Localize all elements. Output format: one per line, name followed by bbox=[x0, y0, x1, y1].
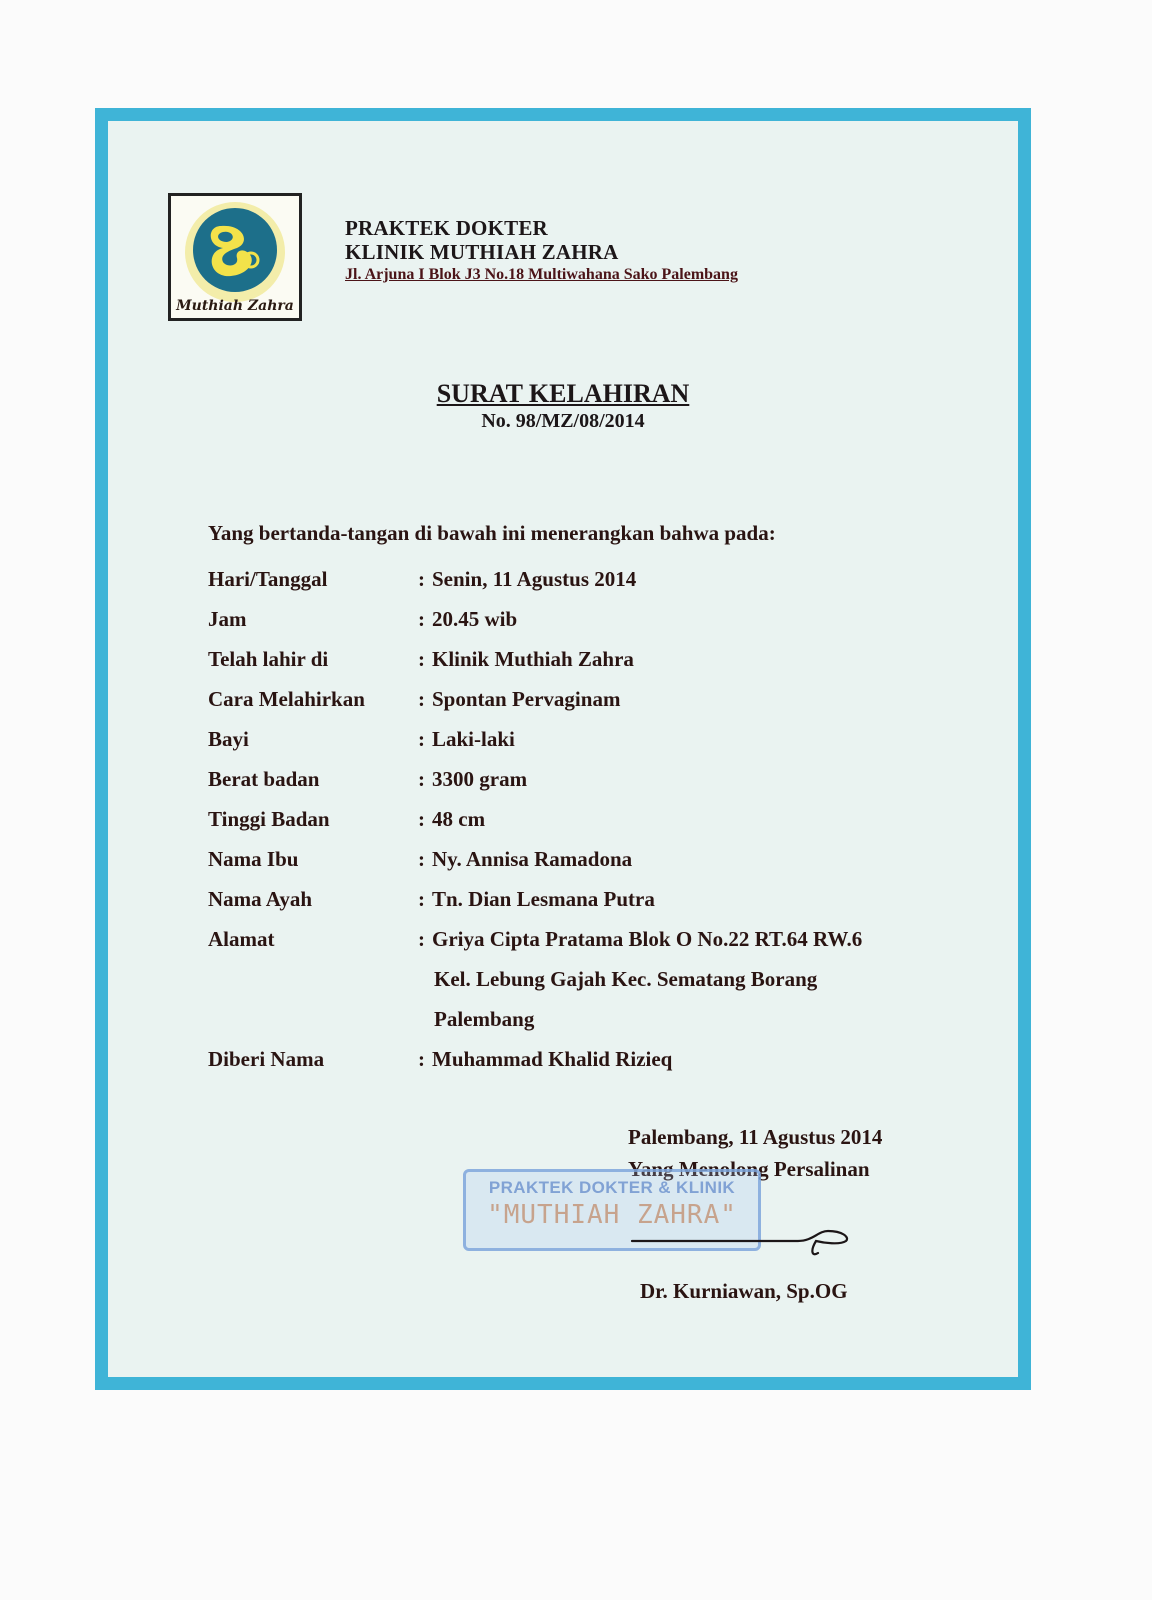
field-label: Tinggi Badan bbox=[208, 807, 330, 831]
field-colon: : bbox=[418, 727, 425, 751]
field-label: Telah lahir di bbox=[208, 647, 329, 671]
signature-role: Yang Menolong Persalinan bbox=[628, 1157, 870, 1181]
field-colon: : bbox=[418, 807, 425, 831]
field-value: Muhammad Khalid Rizieq bbox=[432, 1047, 673, 1071]
field-row-given-name bbox=[208, 1039, 948, 1079]
address-line: Griya Cipta Pratama Blok O No.22 RT.64 RW.6 bbox=[432, 927, 863, 951]
field-value: Laki-laki bbox=[432, 727, 515, 751]
field-label: Jam bbox=[208, 607, 247, 631]
field-colon: : bbox=[418, 567, 425, 591]
field-colon: : bbox=[418, 887, 425, 911]
field-colon: : bbox=[418, 687, 425, 711]
field-value: Ny. Annisa Ramadona bbox=[432, 847, 633, 871]
field-value: 20.45 wib bbox=[432, 607, 518, 631]
field-label: Cara Melahirkan bbox=[208, 687, 365, 711]
intro-text: Yang bertanda-tangan di bawah ini menerangkan bahwa pada: bbox=[208, 521, 776, 545]
field-value: Spontan Pervaginam bbox=[432, 687, 621, 711]
field-row-height bbox=[208, 799, 948, 839]
field-value: Klinik Muthiah Zahra bbox=[432, 647, 634, 671]
birth-details bbox=[208, 559, 948, 1079]
clinic-logo bbox=[168, 193, 302, 321]
field-row-weight bbox=[208, 759, 948, 799]
field-value: 3300 gram bbox=[432, 767, 528, 791]
stamp-line1: PRAKTEK DOKTER & KLINIK bbox=[488, 1178, 736, 1197]
field-label: Nama Ayah bbox=[208, 887, 313, 911]
field-row-address bbox=[208, 919, 948, 1039]
clinic-address: Jl. Arjuna I Blok J3 No.18 Multiwahana Sako Palembang bbox=[345, 266, 738, 283]
field-value: Senin, 11 Agustus 2014 bbox=[432, 567, 637, 591]
field-row-time bbox=[208, 599, 948, 639]
field-label: Nama Ibu bbox=[208, 847, 299, 871]
field-colon: : bbox=[418, 767, 425, 791]
field-colon: : bbox=[418, 847, 425, 871]
clinic-name-line1: PRAKTEK DOKTER bbox=[345, 216, 548, 240]
logo-text: Muthiah Zahra bbox=[176, 298, 294, 314]
field-label: Bayi bbox=[208, 727, 249, 751]
doctor-name: Dr. Kurniawan, Sp.OG bbox=[640, 1279, 848, 1303]
birth-certificate-page bbox=[95, 108, 1031, 1390]
field-row-mother-name bbox=[208, 839, 948, 879]
clinic-name-line2: KLINIK MUTHIAH ZAHRA bbox=[345, 240, 619, 264]
signature-place-date: Palembang, 11 Agustus 2014 bbox=[628, 1125, 883, 1149]
field-label: Alamat bbox=[208, 927, 275, 951]
field-colon: : bbox=[418, 647, 425, 671]
field-value: 48 cm bbox=[432, 807, 486, 831]
stamp-line2: "MUTHIAH ZAHRA" bbox=[487, 1200, 737, 1230]
address-line: Palembang bbox=[434, 1007, 535, 1031]
field-colon: : bbox=[418, 607, 425, 631]
handwritten-signature bbox=[628, 1201, 858, 1271]
field-label: Berat badan bbox=[208, 767, 320, 791]
document-title: SURAT KELAHIRAN bbox=[436, 379, 690, 408]
field-row-baby-sex bbox=[208, 719, 948, 759]
clinic-header bbox=[345, 216, 738, 286]
address-line: Kel. Lebung Gajah Kec. Sematang Borang bbox=[434, 967, 818, 991]
field-label: Hari/Tanggal bbox=[208, 567, 328, 591]
field-row-father-name bbox=[208, 879, 948, 919]
field-colon: : bbox=[418, 927, 425, 951]
field-label: Diberi Nama bbox=[208, 1047, 325, 1071]
field-row-birthplace bbox=[208, 639, 948, 679]
document-title-block bbox=[108, 379, 1018, 433]
field-value: Tn. Dian Lesmana Putra bbox=[432, 887, 655, 911]
document-number: No. 98/MZ/08/2014 bbox=[481, 410, 645, 432]
field-row-date bbox=[208, 559, 948, 599]
field-value bbox=[432, 919, 948, 1039]
field-colon: : bbox=[418, 1047, 425, 1071]
field-row-delivery-method bbox=[208, 679, 948, 719]
